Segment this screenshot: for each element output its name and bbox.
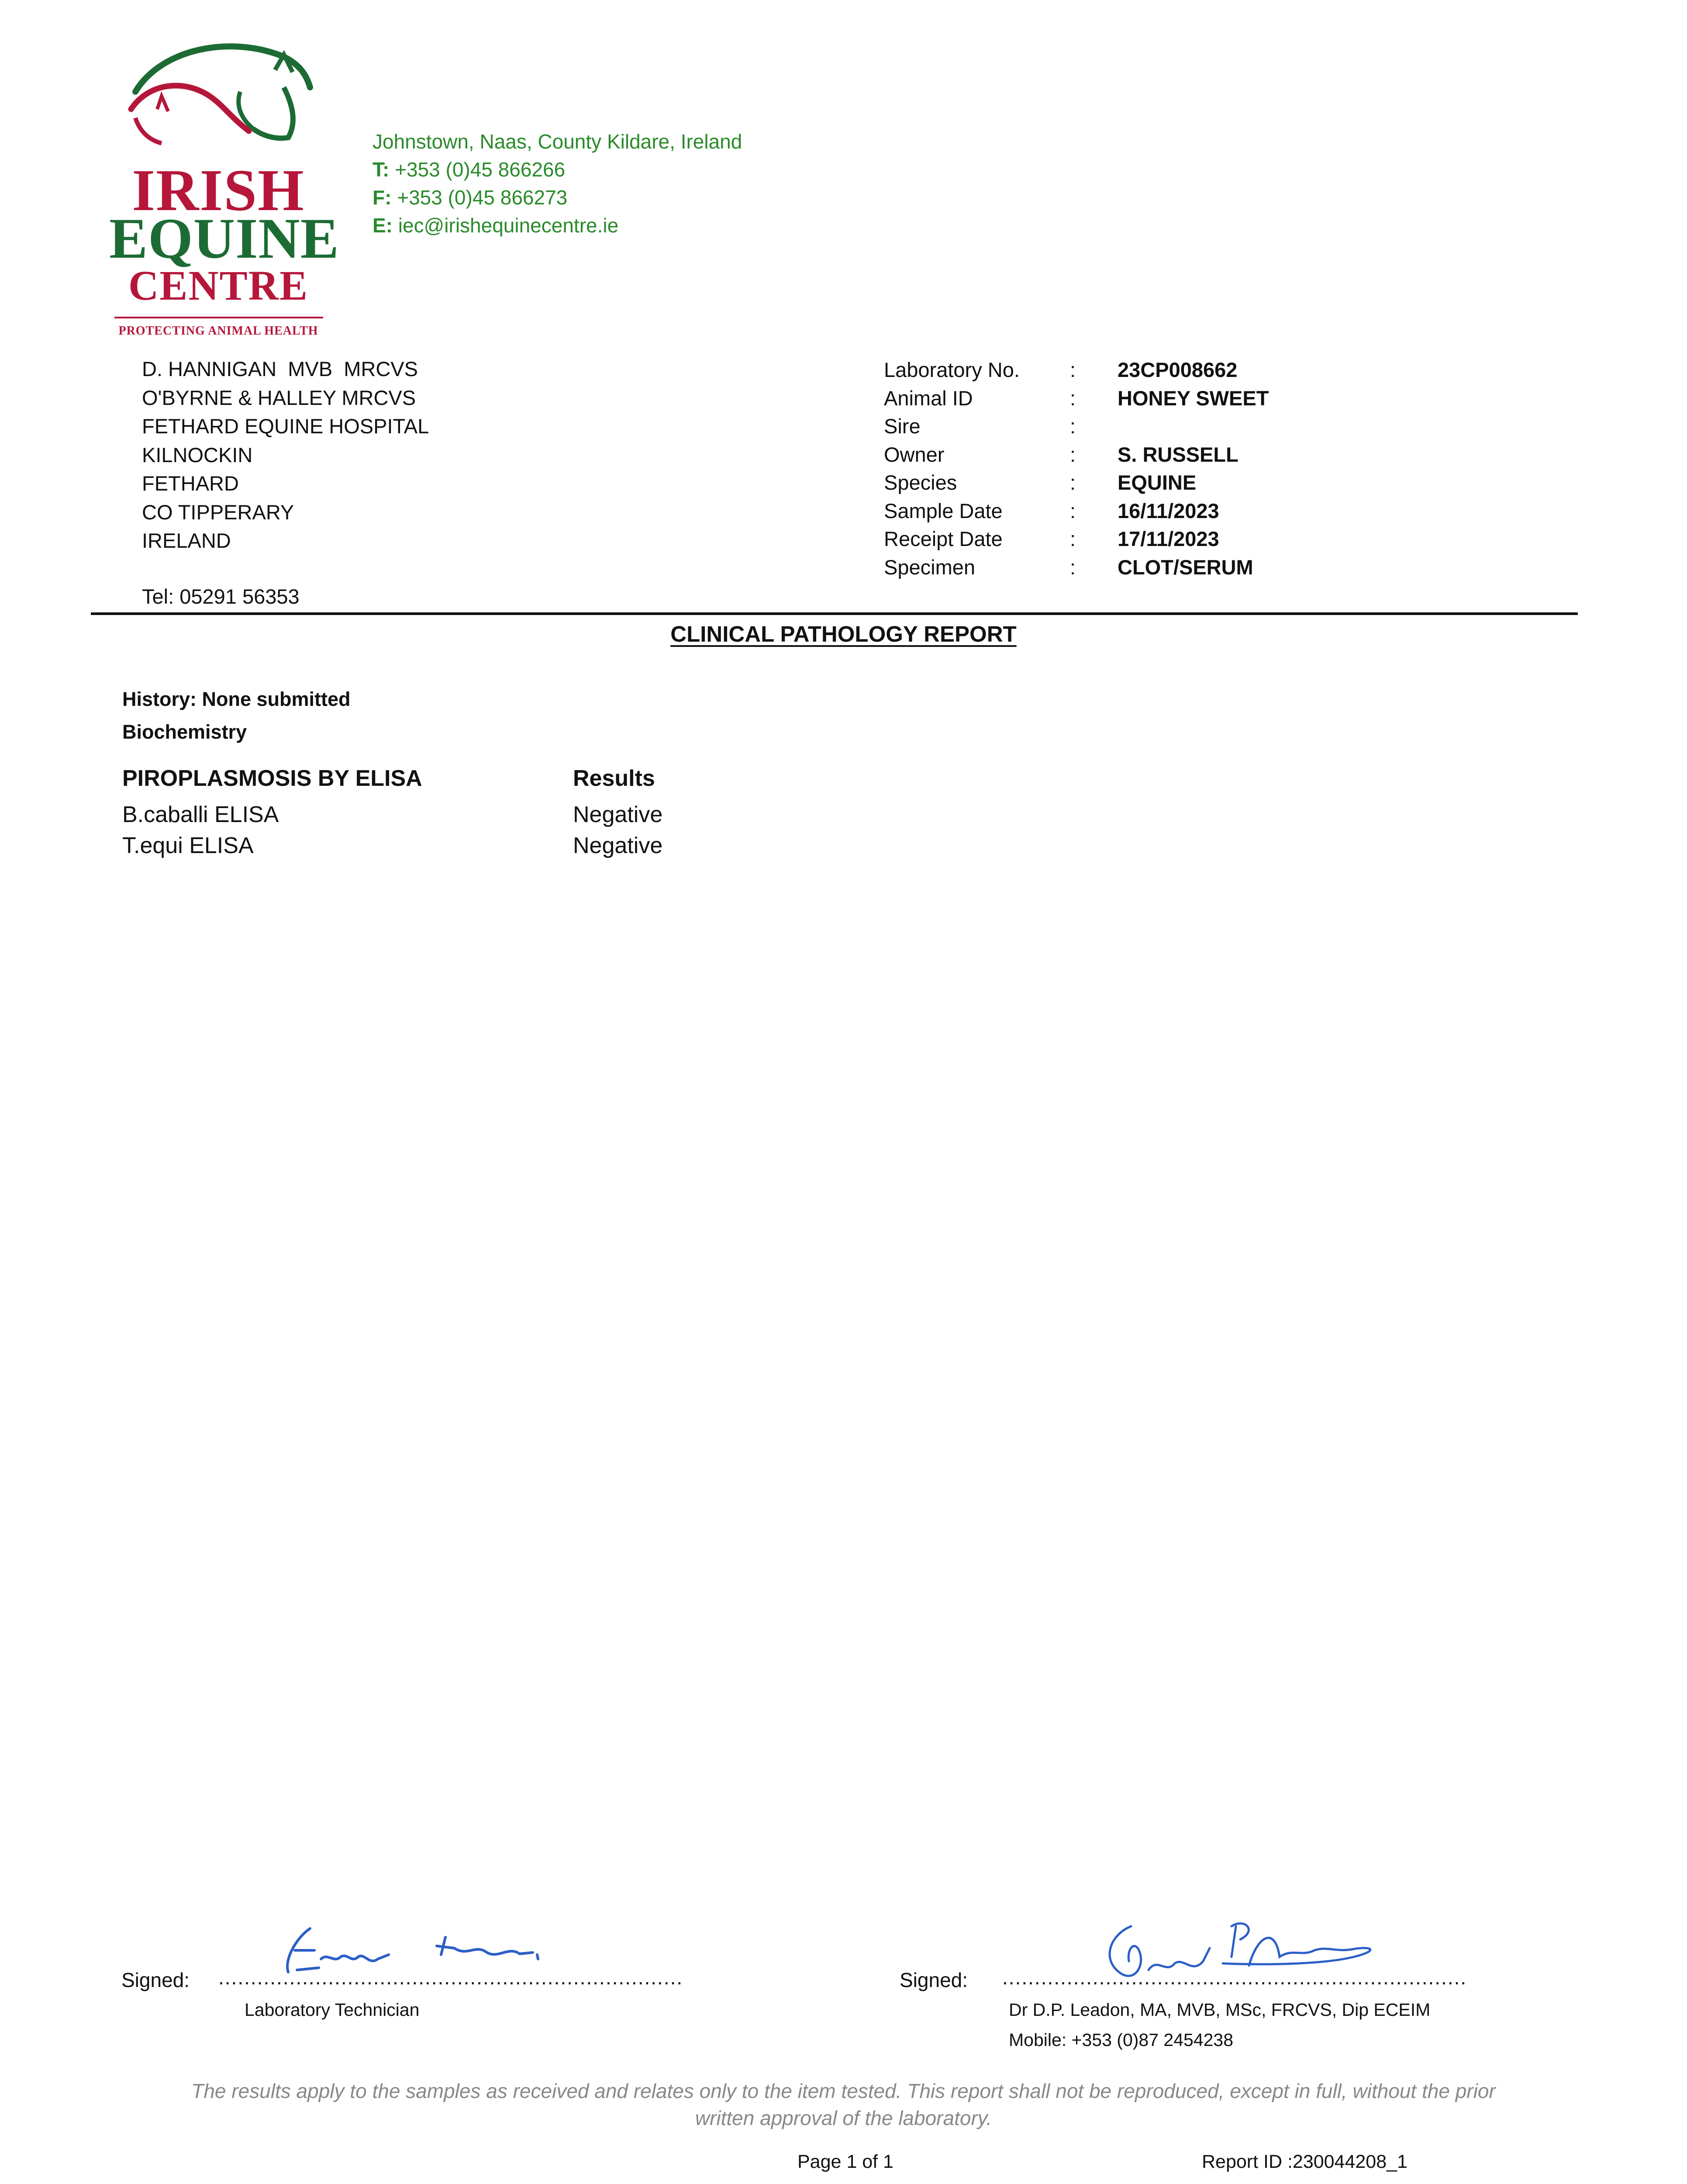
- result-test-name: B.caballi ELISA: [122, 802, 279, 827]
- logo-tagline: PROTECTING ANIMAL HEALTH: [118, 324, 318, 338]
- detail-label: Specimen: [884, 555, 975, 579]
- lab-fax: F: +353 (0)45 866273: [373, 186, 568, 209]
- detail-label: Owner: [884, 442, 945, 466]
- address-line: KILNOCKIN: [142, 443, 253, 467]
- address-line: IRELAND: [142, 529, 231, 552]
- lab-phone: T: +353 (0)45 866266: [373, 158, 566, 181]
- detail-value: S. RUSSELL: [1118, 442, 1239, 466]
- detail-separator: :: [1070, 499, 1076, 522]
- signed-label-director: Signed:: [900, 1969, 968, 1991]
- report-title: CLINICAL PATHOLOGY REPORT: [670, 622, 1017, 646]
- history-line: History: None submitted: [122, 688, 351, 710]
- report-id: Report ID :230044208_1: [1202, 2151, 1408, 2172]
- detail-value: 16/11/2023: [1118, 499, 1219, 522]
- header-divider: [91, 612, 1578, 615]
- technician-role: Laboratory Technician: [245, 2000, 420, 2020]
- detail-separator: :: [1070, 555, 1076, 579]
- detail-separator: :: [1070, 386, 1076, 410]
- lab-address: Johnstown, Naas, County Kildare, Ireland: [373, 130, 742, 153]
- address-line: CO TIPPERARY: [142, 500, 294, 524]
- section-heading: Biochemistry: [122, 721, 247, 743]
- detail-separator: :: [1070, 471, 1076, 494]
- signature-line-technician: ........................................................................: [218, 1966, 683, 1989]
- detail-value: 23CP008662: [1118, 358, 1238, 381]
- address-line: FETHARD EQUINE HOSPITAL: [142, 415, 429, 438]
- detail-separator: :: [1070, 442, 1076, 466]
- horse-head-icon: [109, 31, 328, 162]
- result-value: Negative: [573, 833, 663, 858]
- detail-label: Laboratory No.: [884, 358, 1020, 381]
- detail-separator: :: [1070, 527, 1076, 550]
- signed-label-technician: Signed:: [121, 1969, 190, 1991]
- disclaimer: The results apply to the samples as received and relates only to the item tested. This report shall not be reproduced, except in full, without the prior written approval of the laboratory.: [191, 2080, 1496, 2129]
- result-value: Negative: [573, 802, 663, 827]
- detail-label: Sample Date: [884, 499, 1003, 522]
- address-line: O'BYRNE & HALLEY MRCVS: [142, 386, 416, 409]
- logo-equine: EQUINE: [109, 206, 339, 270]
- address-line: D. HANNIGAN MVB MRCVS: [142, 357, 418, 380]
- lab-contact: [373, 128, 742, 239]
- results-heading: Results: [573, 766, 655, 791]
- detail-label: Receipt Date: [884, 527, 1003, 550]
- detail-value: HONEY SWEET: [1118, 386, 1269, 410]
- logo-centre: CENTRE: [128, 262, 309, 309]
- detail-value: CLOT/SERUM: [1118, 555, 1253, 579]
- signature-line-director: ........................................................................: [1002, 1966, 1467, 1989]
- logo-divider: [114, 317, 323, 318]
- detail-value: EQUINE: [1118, 471, 1197, 494]
- detail-label: Species: [884, 471, 957, 494]
- detail-value: 17/11/2023: [1118, 527, 1219, 550]
- detail-label: Animal ID: [884, 386, 973, 410]
- irish-equine-centre-logo: [109, 31, 339, 338]
- recipient-phone: Tel: 05291 56353: [142, 585, 300, 608]
- logo-irish: IRISH: [132, 158, 305, 223]
- detail-label: Sire: [884, 415, 921, 438]
- director-mobile: Mobile: +353 (0)87 2454238: [1009, 2030, 1234, 2050]
- director-name: Dr D.P. Leadon, MA, MVB, MSc, FRCVS, Dip ECEIM: [1009, 2000, 1431, 2020]
- recipient-address: [142, 355, 429, 555]
- address-line: FETHARD: [142, 472, 239, 495]
- lab-email[interactable]: E: iec@irishequinecentre.ie: [373, 214, 619, 237]
- test-heading: PIROPLASMOSIS BY ELISA: [122, 766, 422, 791]
- page-number: Page 1 of 1: [797, 2151, 894, 2172]
- result-test-name: T.equi ELISA: [122, 833, 254, 858]
- detail-separator: :: [1070, 358, 1076, 381]
- detail-separator: :: [1070, 415, 1076, 438]
